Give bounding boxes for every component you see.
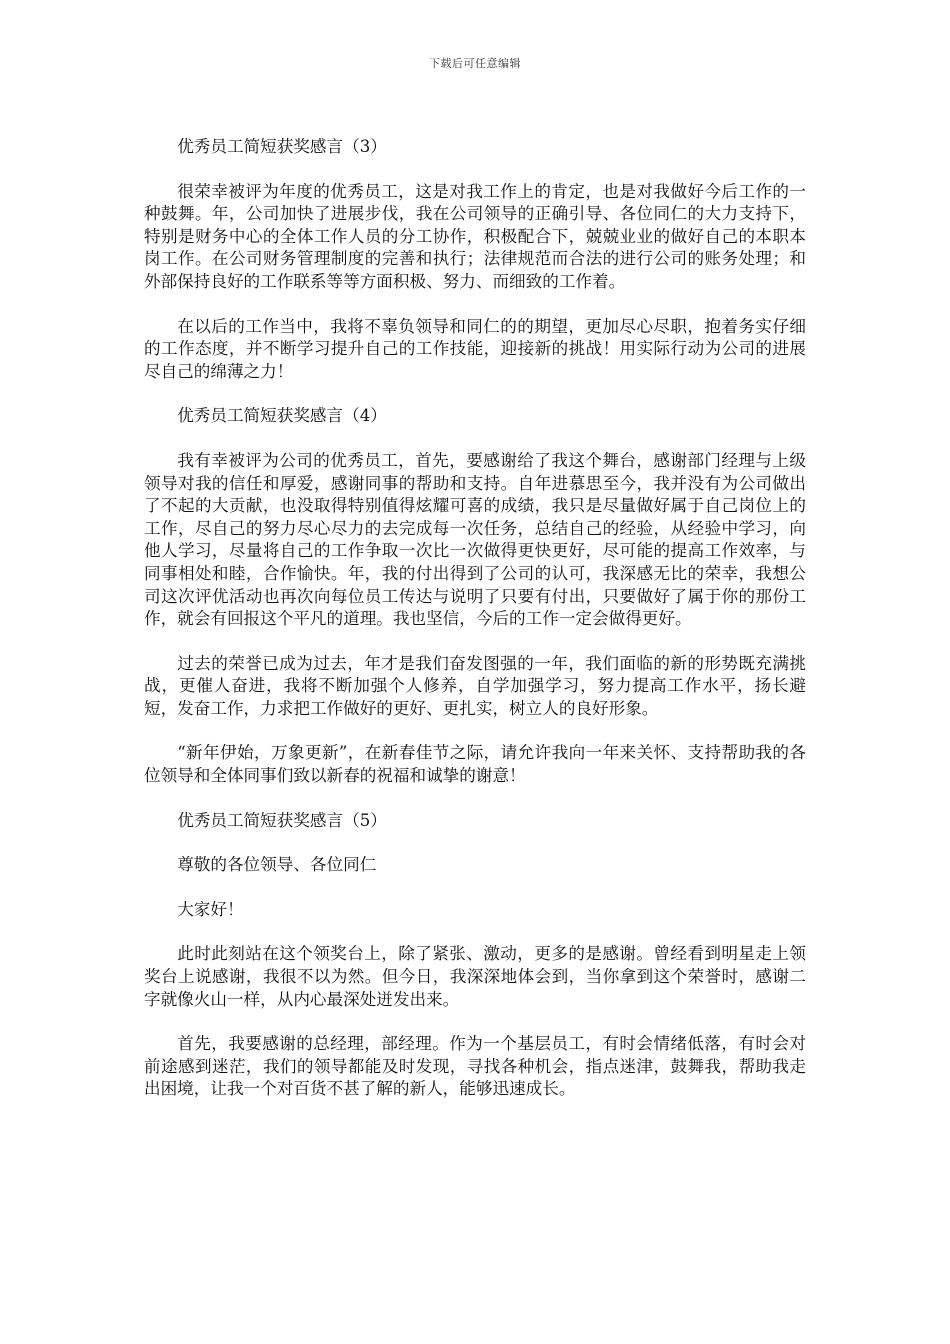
paragraph: 在以后的工作当中，我将不辜负领导和同仁的的期望，更加尽心尽职，抱着务实仔细的工作态度，并不断学习提升自己的工作技能，迎接新的挑战！用实际行动为公司的进展尽自己的绵薄之力！: [144, 316, 806, 381]
page-header: 下载后可任意编辑: [429, 57, 521, 70]
section-heading-3: 优秀员工简短获奖感言（3）: [177, 137, 387, 156]
paragraph: “新年伊始，万象更新”，在新春佳节之际，请允许我向一年来关怀、支持帮助我的各位领导和全体同事们致以新春的祝福和诚挚的谢意！: [144, 743, 806, 786]
section-heading-5: 优秀员工简短获奖感言（5）: [177, 810, 387, 830]
section-heading-4: 优秀员工简短获奖感言（4）: [177, 406, 387, 426]
document-body: [144, 136, 806, 1123]
paragraph: 我有幸被评为公司的优秀员工，首先，要感谢给了我这个舞台，感谢部门经理与上级领导对我的信任和厚爱，感谢同事的帮助和支持。自年进慕思至今，我并没有为公司做出了不起的大贡献，也没取得特别值得炫耀可喜的成绩，我只是尽量做好属于自己岗位上的工作，尽自己的努力尽心尽力的去完成每一次任务，总结自己的经验，从经验中学习，向他人学习，尽量将自己的工作争取一次比一次做得更快更好，尽可能的提高工作效率，与同事相处和睦，合作愉快。年，我的付出得到了公司的认可，我深感无比的荣幸，我想公司这次评优活动也再次向每位员工传达与说明了只要有付出，只要做好了属于你的那份工作，就会有回报这个平凡的道理。我也坚信，今后的工作一定会做得更好。: [144, 450, 806, 629]
salutation: 尊敬的各位领导、各位同仁: [177, 855, 377, 875]
paragraph: 首先，我要感谢的总经理，部经理。作为一个基层员工，有时会情绪低落，有时会对前途感到迷茫，我们的领导都能及时发现，寻找各种机会，指点迷津，鼓舞我，帮助我走出困境，让我一个对百货不甚了解的新人，能够迅速成长。: [144, 1034, 806, 1099]
paragraph: 此时此刻站在这个领奖台上，除了紧张、激动，更多的是感谢。曾经看到明星走上领奖台上说感谢，我很不以为然。但今日，我深深地体会到，当你拿到这个荣誉时，感谢二字就像火山一样，从内心最深处迸发出来。: [144, 944, 806, 1009]
greeting: 大家好！: [177, 899, 244, 919]
paragraph: 过去的荣誉已成为过去，年才是我们奋发图强的一年，我们面临的新的形势既充满挑战，更催人奋进，我将不断加强个人修养，自学加强学习，努力提高工作水平，扬长避短，发奋工作，力求把工作做好的更好、更扎实，树立人的良好形象。: [144, 653, 806, 718]
paragraph: 很荣幸被评为年度的优秀员工，这是对我工作上的肯定，也是对我做好今后工作的一种鼓舞。年，公司加快了进展步伐，我在公司领导的正确引导、各位同仁的大力支持下，特别是财务中心的全体工作人员的分工协作，积极配合下，兢兢业业的做好自己的本职本岗工作。在公司财务管理制度的完善和执行；法律规范而合法的进行公司的账务处理；和外部保持良好的工作联系等等方面积极、努力、而细致的工作着。: [144, 181, 806, 291]
